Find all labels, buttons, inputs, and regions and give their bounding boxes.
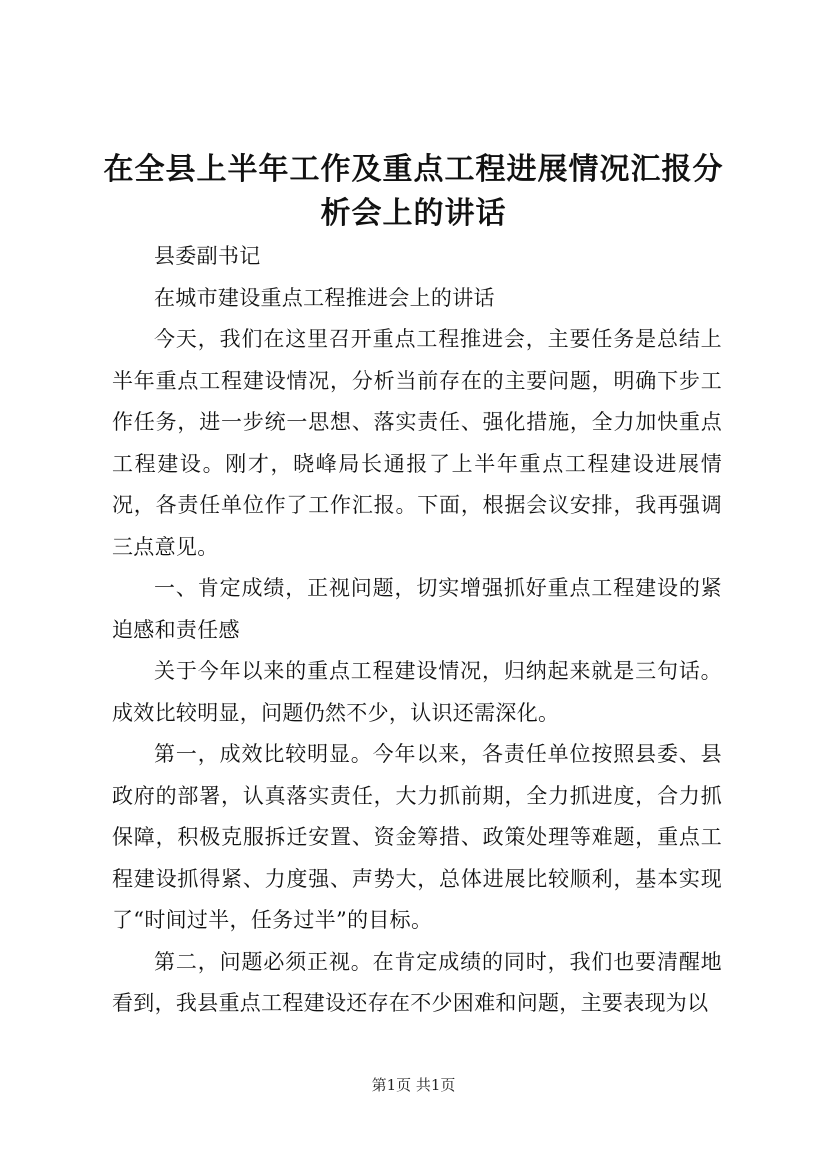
document-title: 在全县上半年工作及重点工程进展情况汇报分析会上的讲话 [103,152,724,231]
paragraph-author: 县委副书记 [154,244,261,268]
paragraph-section-heading: 一、肯定成绩，正视问题，切实增强抓好重点工程建设的紧迫感和责任感 [112,576,722,642]
page-number-footer: 第1页 共1页 [371,1076,456,1094]
paragraph-point-two: 第二，问题必须正视。在肯定成绩的同时，我们也要清醒地看到，我县重点工程建设还存在不少困难和问题，主要表现为以 [112,949,722,1015]
paragraph-summary: 关于今年以来的重点工程建设情况，归纳起来就是三句话。成效比较明显，问题仍然不少，认识还需深化。 [112,659,722,725]
paragraph-intro: 今天，我们在这里召开重点工程推进会，主要任务是总结上半年重点工程建设情况，分析当前存在的主要问题，明确下步工作任务，进一步统一思想、落实责任、强化措施，全力加快重点工程建设。刚才，晓峰局长通报了上半年重点工程建设进展情况，各责任单位作了工作汇报。下面，根据会议安排，我再强调三点意见。 [112,327,722,559]
document-body [112,236,722,1025]
paragraph-point-one: 第一，成效比较明显。今年以来，各责任单位按照县委、县政府的部署，认真落实责任，大力抓前期，全力抓进度，合力抓保障，积极克服拆迁安置、资金筹措、政策处理等难题，重点工程建设抓得紧、力度强、声势大，总体进展比较顺利，基本实现了“时间过半，任务过半”的目标。 [112,742,722,932]
paragraph-subtitle: 在城市建设重点工程推进会上的讲话 [154,285,495,310]
